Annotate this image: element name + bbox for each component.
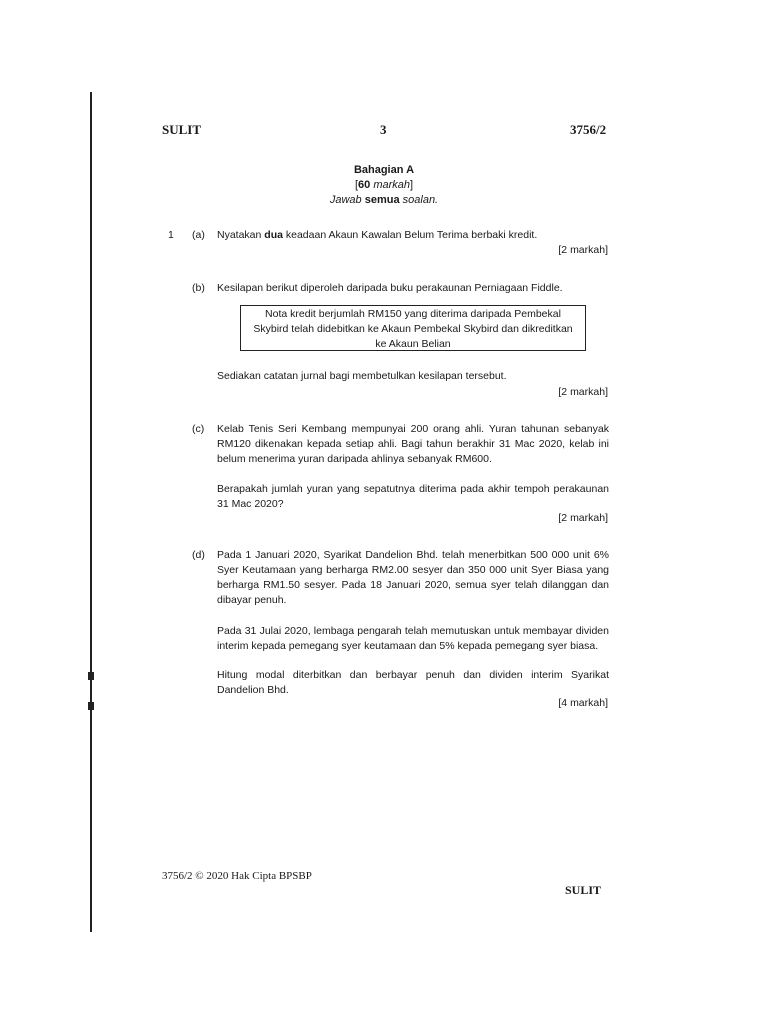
box-line: Nota kredit berjumlah RM150 yang diterima daripada Pembekal	[265, 308, 561, 320]
part-b-marks: [2 markah]	[558, 386, 608, 398]
part-b-text: Kesilapan berikut diperoleh daripada buku perakaunan Perniagaan Fiddle.	[217, 282, 563, 294]
part-c-text: Kelab Tenis Seri Kembang mempunyai 200 orang ahli. Yuran tahunan sebanyak RM120 dikenakan kepada setiap ahli. Bagi tahun berakhir 31 Mac 2020, kelab ini belum menerima yuran daripada ahlinya sebanyak RM600.	[217, 423, 609, 465]
part-c-marks: [2 markah]	[558, 512, 608, 524]
section-instruction: Jawab semua soalan.	[329, 194, 439, 206]
part-d-label: (d)	[192, 549, 205, 561]
binding-notch	[88, 702, 94, 710]
part-c-label: (c)	[192, 423, 205, 435]
box-line: Skybird telah didebitkan ke Akaun Pembekal Skybird dan dikreditkan	[253, 323, 573, 335]
part-a-label: (a)	[192, 229, 205, 241]
part-c-task: Berapakah jumlah yuran yang sepatutnya diterima pada akhir tempoh perakaunan 31 Mac 2020?	[217, 483, 609, 510]
part-a-marks: [2 markah]	[558, 244, 608, 256]
box-line: ke Akaun Belian	[375, 338, 451, 350]
part-d-text-2: Pada 31 Julai 2020, lembaga pengarah telah memutuskan untuk membayar dividen interim kepada pemegang syer keutamaan dan 5% kepada pemegang syer biasa.	[217, 625, 609, 652]
error-statement-box	[240, 305, 586, 351]
question-number: 1	[168, 229, 174, 241]
footer-copyright: 3756/2 © 2020 Hak Cipta BPSBP	[162, 870, 312, 882]
header-sulit: SULIT	[162, 122, 202, 137]
part-d-marks: [4 markah]	[558, 697, 608, 709]
section-title: Bahagian A	[353, 164, 415, 176]
part-d-task: Hitung modal diterbitkan dan berbayar penuh dan dividen interim Syarikat Dandelion Bhd.	[217, 669, 609, 696]
page-number: 3	[380, 122, 387, 137]
part-d-text: Pada 1 Januari 2020, Syarikat Dandelion Bhd. telah menerbitkan 500 000 unit 6% Syer Keutamaan yang berharga RM2.00 sesyer dan 350 000 unit Syer Biasa yang berharga RM1.50 sesyer. Pada 18 Januari 2020, semua syer telah dilanggan dan dibayar penuh.	[217, 549, 609, 606]
part-b-task: Sediakan catatan jurnal bagi membetulkan kesilapan tersebut.	[217, 370, 507, 382]
binding-notch	[88, 672, 94, 680]
binding-edge-line	[90, 92, 92, 932]
paper-code: 3756/2	[570, 122, 607, 137]
section-marks: [60 markah]	[354, 179, 414, 191]
part-b-label: (b)	[192, 282, 205, 294]
part-a-text: Nyatakan dua keadaan Akaun Kawalan Belum Terima berbaki kredit.	[217, 229, 538, 241]
footer-sulit: SULIT	[565, 883, 602, 897]
